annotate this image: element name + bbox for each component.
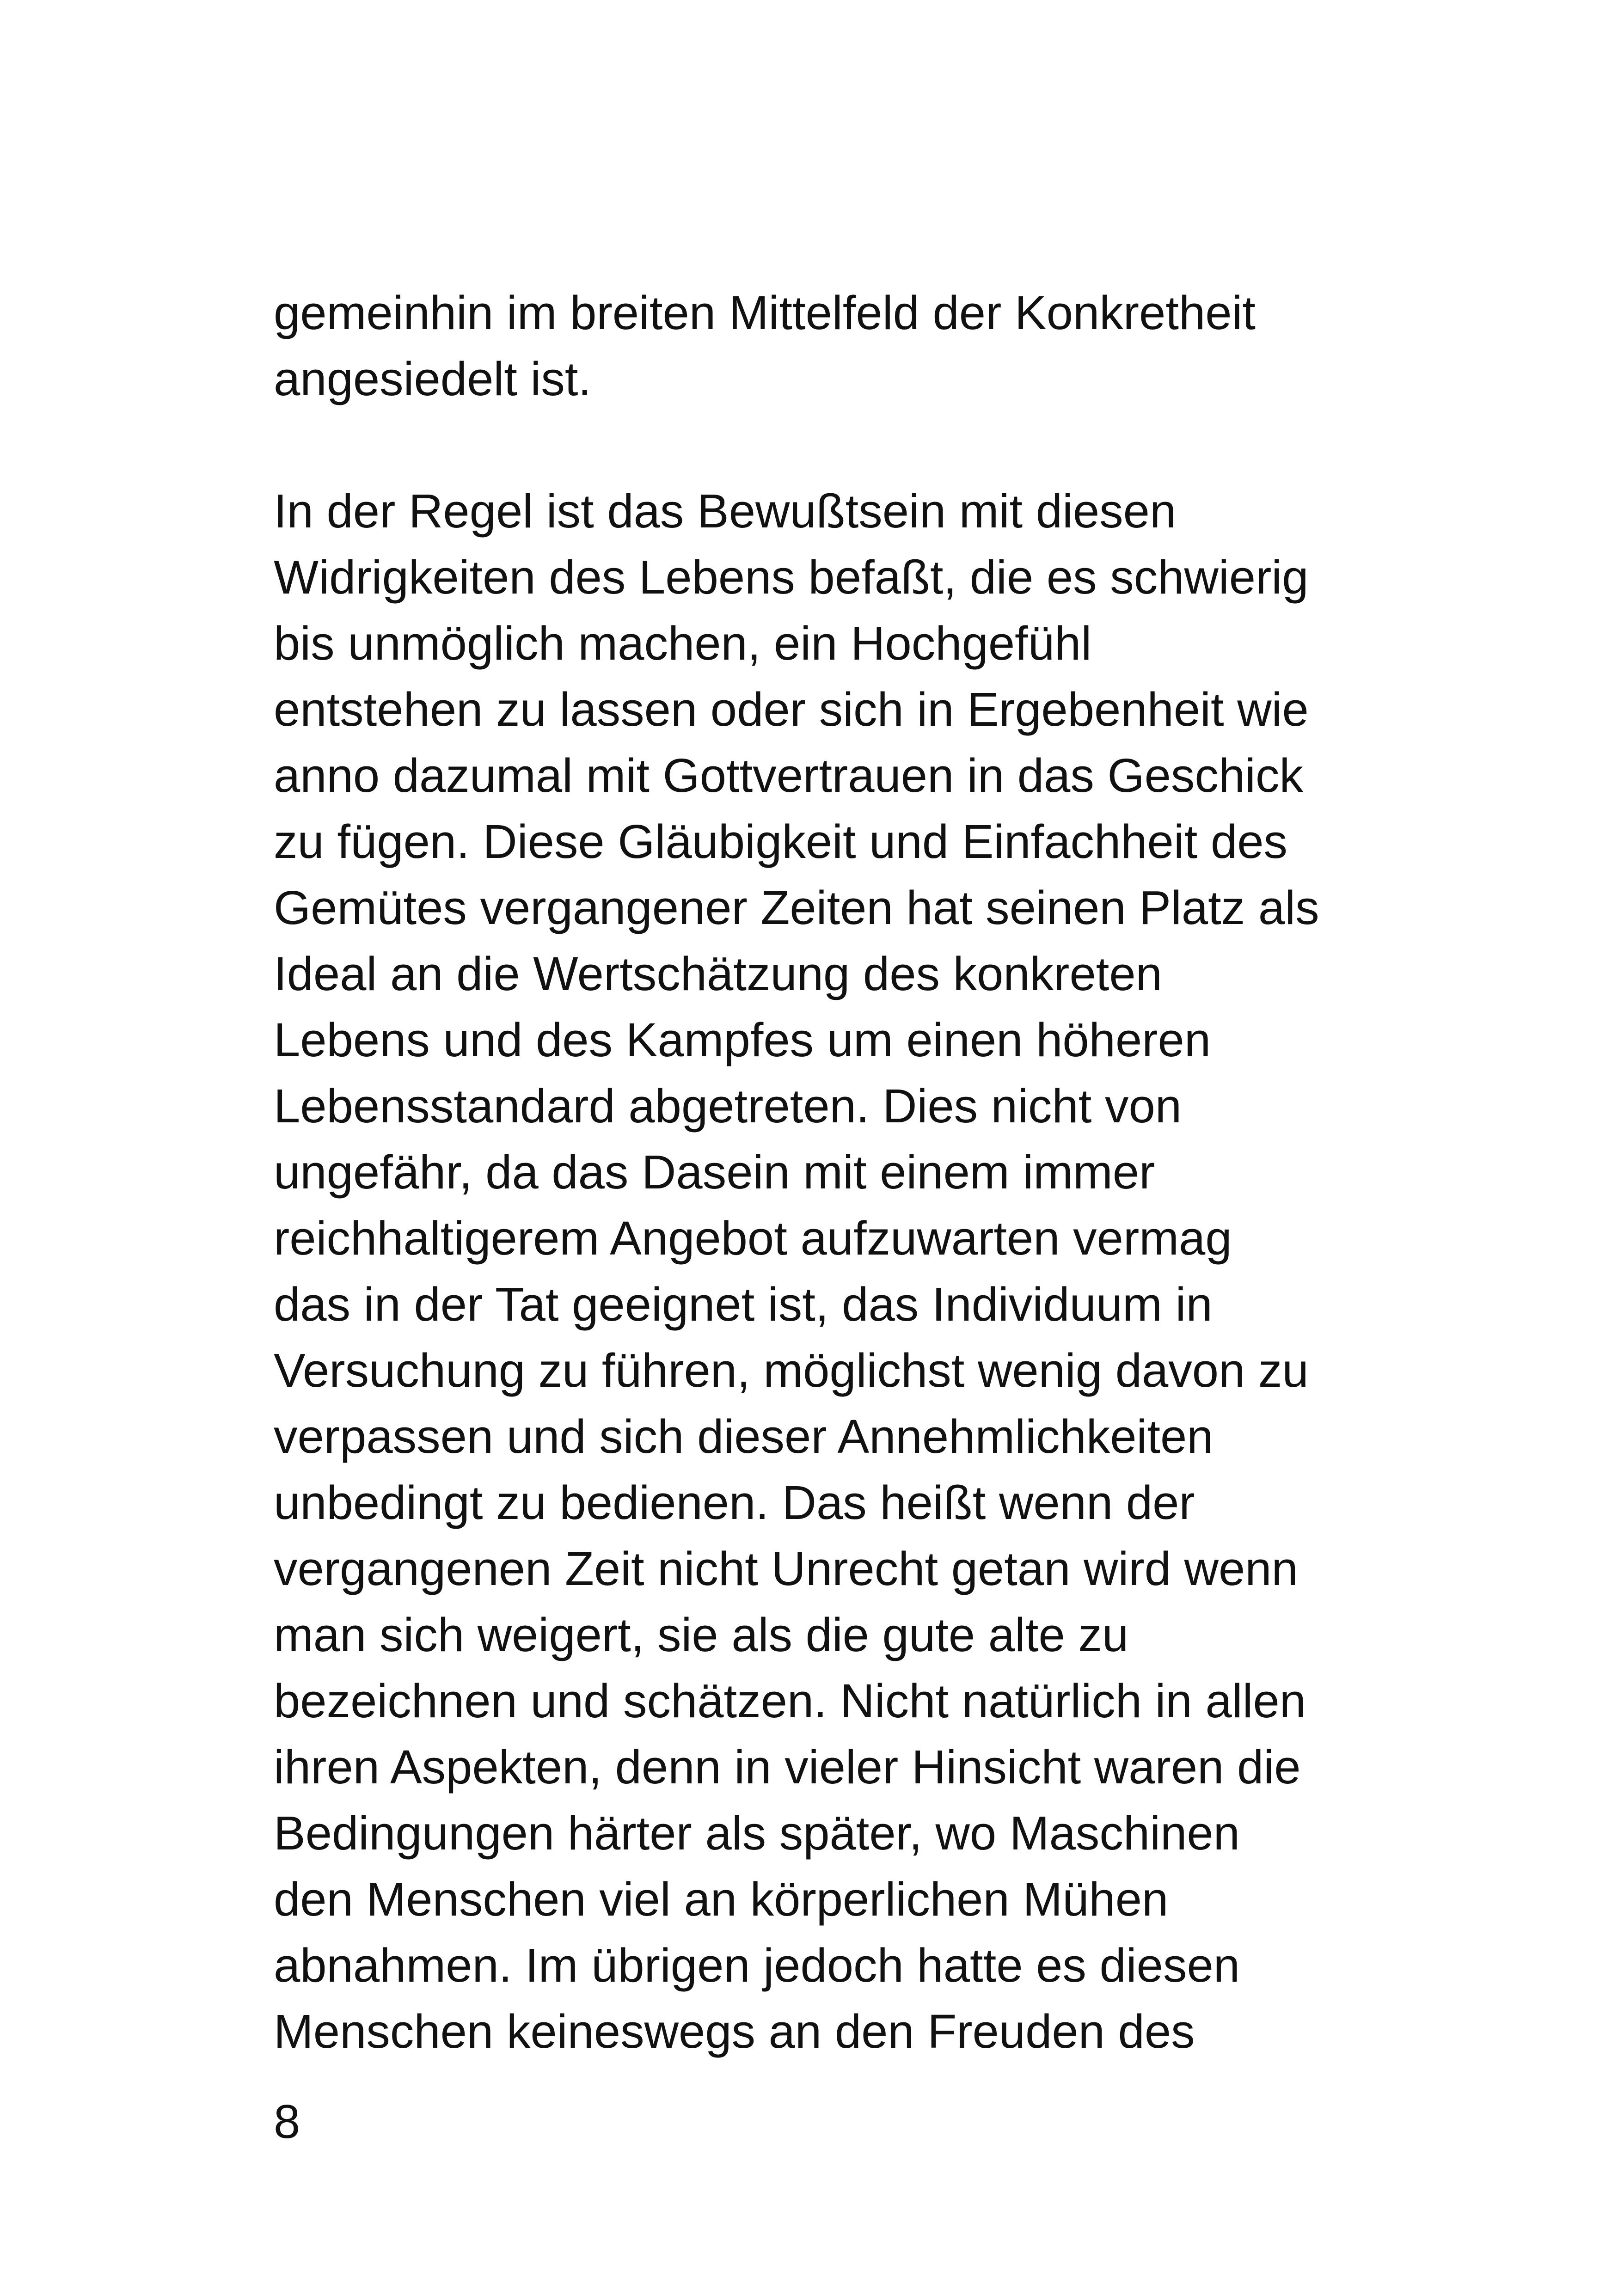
text-line: Gemütes vergangener Zeiten hat seinen Platz als [274, 881, 1319, 934]
text-line: Bedingungen härter als später, wo Maschinen [274, 1806, 1240, 1860]
text-line: anno dazumal mit Gottvertrauen in das Geschick [274, 749, 1304, 802]
page-number: 8 [274, 2095, 300, 2148]
text-line: Versuchung zu führen, möglichst wenig davon zu [274, 1344, 1309, 1397]
text-line: gemeinhin im breiten Mittelfeld der Konkretheit [274, 286, 1256, 339]
text-line: Menschen keineswegs an den Freuden des [274, 2005, 1195, 2058]
text-line: entstehen zu lassen oder sich in Ergebenheit wie [274, 683, 1309, 736]
text-line: vergangenen Zeit nicht Unrecht getan wird wenn [274, 1542, 1298, 1595]
text-line: verpassen und sich dieser Annehmlichkeiten [274, 1410, 1214, 1463]
text-line: man sich weigert, sie als die gute alte zu [274, 1608, 1129, 1661]
text-line: das in der Tat geeignet ist, das Individuum in [274, 1278, 1213, 1331]
text-line: ihren Aspekten, denn in vieler Hinsicht waren die [274, 1740, 1301, 1794]
text-line: bezeichnen und schätzen. Nicht natürlich in allen [274, 1674, 1306, 1727]
text-line: angesiedelt ist. [274, 352, 592, 405]
text-line: zu fügen. Diese Gläubigkeit und Einfachheit des [274, 815, 1288, 868]
text-line: Ideal an die Wertschätzung des konkreten [274, 947, 1162, 1000]
text-line: reichhaltigerem Angebot aufzuwarten vermag [274, 1212, 1232, 1265]
text-line: Widrigkeiten des Lebens befaßt, die es schwierig [274, 551, 1309, 604]
text-line: den Menschen viel an körperlichen Mühen [274, 1873, 1169, 1926]
text-line: unbedingt zu bedienen. Das heißt wenn der [274, 1476, 1195, 1529]
paragraph-gap [274, 412, 1383, 478]
text-line: abnahmen. Im übrigen jedoch hatte es diesen [274, 1939, 1240, 1992]
text-line: Lebens und des Kampfes um einen höheren [274, 1013, 1211, 1066]
text-line: In der Regel ist das Bewußtsein mit diesen [274, 484, 1177, 538]
text-line: ungefähr, da das Dasein mit einem immer [274, 1145, 1155, 1199]
body-text [274, 280, 1383, 2064]
text-line: Lebensstandard abgetreten. Dies nicht von [274, 1079, 1182, 1133]
text-line: bis unmöglich machen, ein Hochgefühl [274, 617, 1092, 670]
